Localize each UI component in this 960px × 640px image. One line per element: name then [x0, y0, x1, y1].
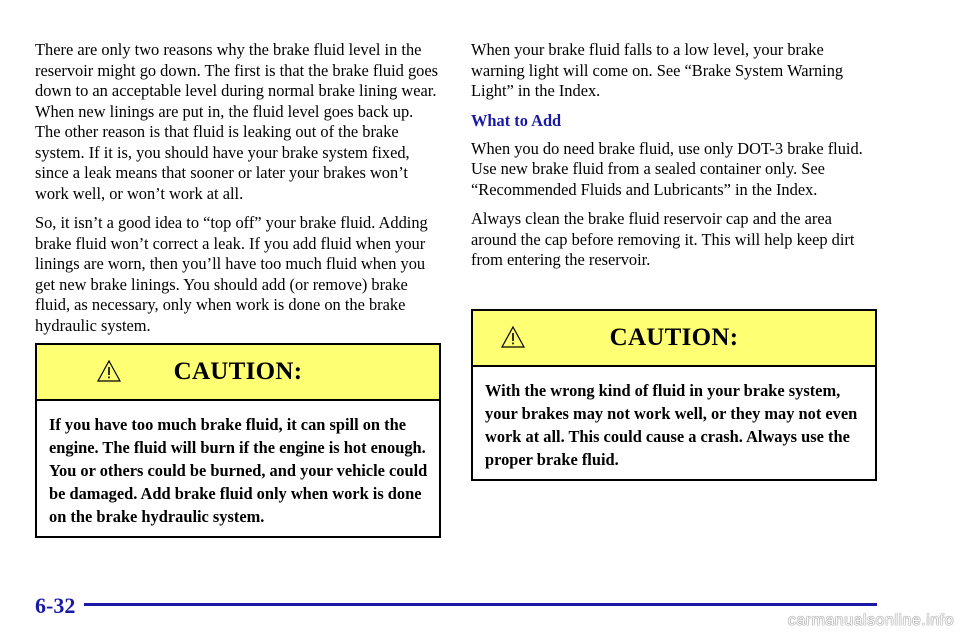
caution-body: If you have too much brake fluid, it can spill on the engine. The fluid will burn if the engine is hot enough. You or others could be burned, and your vehicle could be damaged. Add brake fluid only when work is done on the brake hydraulic system.: [49, 415, 428, 526]
caution-title: CAUTION:: [609, 324, 739, 351]
watermark: carmanualsonline.info: [787, 612, 954, 629]
left-column: [35, 40, 440, 336]
caution-title: CAUTION:: [173, 358, 303, 385]
footer-rule: [84, 603, 877, 606]
warning-triangle-icon: [97, 359, 121, 388]
page-number: 6-32: [35, 593, 76, 618]
right-paragraph-2: When you do need brake fluid, use only DOT-3 brake fluid. Use new brake fluid from a sealed container only. See “Recommended Fluids and Lubricants” in the Index.: [471, 138, 863, 199]
left-paragraph-2: So, it isn’t a good idea to “top off” your brake fluid. Adding brake fluid won’t correct a leak. If you add fluid when your linings are worn, then you’ll have too much fluid when you get new brake linings. You should add (or remove) brake fluid, as necessary, only when work is done on the brake hydraulic system.: [35, 213, 428, 335]
warning-triangle-icon: [501, 325, 525, 354]
left-paragraph-1: There are only two reasons why the brake fluid level in the reservoir might go down. The first is that the brake fluid goes down to an acceptable level during normal brake lining wear. When new linings are put in, the fluid level goes back up. The other reason is that fluid is leaking out of the brake system. If it is, you should have your brake system fixed, since a leak means that sooner or later your brakes won’t work well, or won’t work at all.: [35, 40, 439, 203]
caution-header: [473, 311, 875, 367]
right-paragraph-3: Always clean the brake fluid reservoir cap and the area around the cap before removing it. This will help keep dirt from entering the reservoir.: [471, 209, 855, 269]
caution-box-wrong-fluid: [471, 309, 877, 481]
caution-box-overfill: [35, 343, 441, 538]
right-paragraph-1: When your brake fluid falls to a low level, your brake warning light will come on. See “Brake System Warning Light” in the Index.: [471, 40, 844, 100]
right-column: [471, 40, 877, 280]
caution-header: [37, 345, 439, 401]
caution-body: With the wrong kind of fluid in your brake system, your brakes may not work well, or they may not even work at all. This could cause a crash. Always use the proper brake fluid.: [485, 381, 858, 469]
section-subheading: What to Add: [471, 110, 562, 130]
